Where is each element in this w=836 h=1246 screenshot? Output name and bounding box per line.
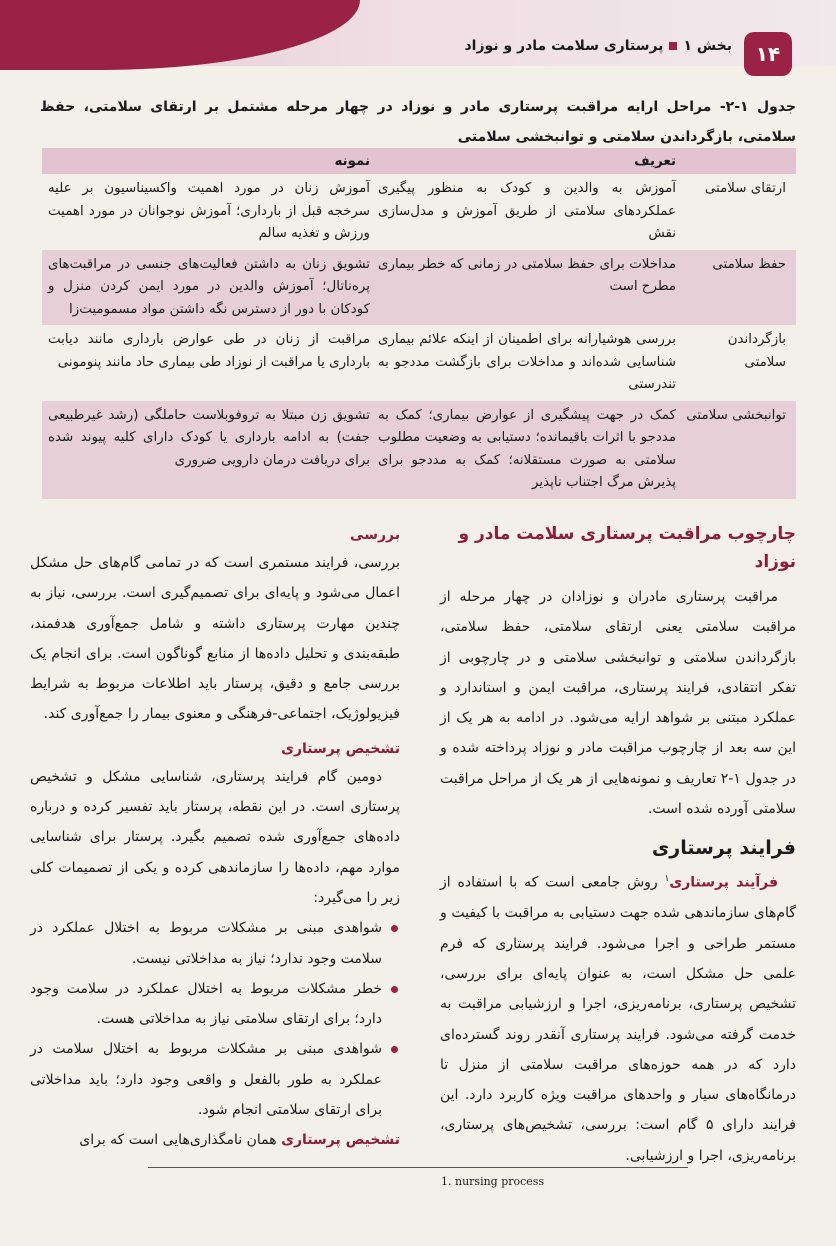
diagnosis-definition-text: همان نامگذاری‌هایی است که برای (79, 1132, 282, 1149)
footnote: 1. nursing process (441, 1175, 545, 1188)
stage-cell: ارتقای سلامتی (704, 181, 786, 196)
definition-cell: کمک در جهت پیشگیری از عوارض بیماری؛ کمک به مددجو با اثرات باقیمانده؛ دستیابی به وضعیت مطلوب سلامتی به صورت مستقلانه؛ کمک به مددجو برای پذیرش مرگ اجتناب ناپذیر (378, 407, 676, 490)
left-column (30, 522, 400, 1156)
right-column (440, 520, 796, 1171)
nursing-process-text: روش جامعی است که با استفاده از گام‌های سازماندهی شده جهت دستیابی به مراقبت با کیفیت و مستمر طراحی و اجرا می‌شود. فرایند پرستاری که فرم علمی حل مشکل است، به عنوان پایه‌ای برای بررسی، تشخیص پرستاری، برنامه‌ریزی، اجرا و ارزشیابی مراقبت به خدمت گرفته می‌شود. فرایند پرستاری آنقدر روند گسترده‌ای دارد که در همه حوزه‌های مراقبت سلامتی از منزل تا درمانگاه‌های سیار و واحدهای مراقبت ویژه کاربرد دارد. این فرایند دارای ۵ گام است: بررسی، تشخیص‌های پرستاری، برنامه‌ریزی، اجرا و ارزشیابی. (440, 875, 796, 1164)
chapter-heading (465, 38, 733, 54)
assessment-paragraph: بررسی، فرایند مستمری است که در تمامی گام‌های حل مشکل اعمال می‌شود و پایه‌ای برای تصمیم‌گیری است. بررسی، نیاز به چندین مهارت پرستاری داشته و شامل جمع‌آوری هدفمند، طبقه‌بندی و تحلیل داده‌ها از منابع گوناگون است. برای انجام یک بررسی جامع و دقیق، پرستار باید اطلاعات مربوط به شرایط فیزیولوژیک، اجتماعی-فرهنگی و معنوی بیمار را جمع‌آوری کند. (30, 555, 400, 723)
square-bullet-icon (669, 42, 677, 50)
table-caption: جدول ۱-۲- مراحل ارایه مراقبت پرستاری مادر و نوزاد در چهار مرحله مشتمل بر ارتقای سلامتی، حفظ سلامتی، بازگرداندن سلامتی و توانبخشی سلامتی (40, 99, 797, 145)
example-cell: مراقبت از زنان در طی عوارض بارداری مانند دیابت بارداری یا مراقبت از نوزاد طی بیماری حاد مانند پنومونی (48, 332, 370, 370)
list-item: خطر مشکلات مربوط به اختلال عملکرد در سلامت وجود دارد؛ برای ارتقای سلامتی نیاز به مداخلاتی هست. (30, 974, 382, 1035)
table-row (42, 250, 796, 326)
table-header-row (42, 148, 796, 174)
example-cell: آموزش زنان در مورد اهمیت واکسیناسیون بر علیه سرخجه قبل از بارداری؛ آموزش نوجوانان در مورد اهمیت ورزش و تغذیه سالم (48, 181, 370, 241)
table-row (42, 401, 796, 499)
footnote-divider (148, 1167, 688, 1168)
definition-cell: آموزش به والدین و کودک به منظور پیگیری عملکردهای سلامتی از طریق آموزش و مدل‌سازی نقش (378, 181, 676, 241)
table-header-example: نمونه (334, 153, 370, 169)
diagnosis-title: تشخیص پرستاری (281, 740, 400, 757)
definition-cell: مداخلات برای حفظ سلامتی در زمانی که خطر بیماری مطرح است (378, 256, 676, 294)
framework-paragraph: مراقبت پرستاری مادران و نوزادان در چهار مرحله از مراقبت سلامتی یعنی ارتقای سلامتی، حفظ سلامتی، بازگرداندن سلامتی و توانبخشی سلامتی و در چارچوبی از تفکر انتقادی، فرایند پرستاری، مراقبت ایمن و استاندارد و عملکرد مبتنی بر شواهد ارایه می‌شود. در ادامه به هر یک از این سه بعد از چارچوب مراقبت مادر و نوزاد پرداخته شده و در جدول ۱-۲ تعاریف و نمونه‌هایی از هر یک از مراحل مراقبت سلامتی آورده شده است. (440, 589, 796, 818)
list-item: شواهدی مبنی بر مشکلات مربوط به اختلال عملکرد در سلامت وجود ندارد؛ نیاز به مداخلاتی نیست. (30, 913, 382, 974)
example-cell: تشویق زن مبتلا به تروفوبلاست حاملگی (رشد غیرطبیعی جفت) به ادامه بارداری یا کودک دارای کلیه پیوند شده برای دریافت درمان دارویی ضروری (48, 407, 370, 468)
definition-cell: بررسی هوشیارانه برای اطمینان از اینکه علائم بیماری شناسایی شده‌اند و مداخلات برای بازگشت مددجو به تندرستی (378, 332, 676, 392)
assessment-title: بررسی (350, 527, 400, 543)
stage-cell: حفظ سلامتی (712, 256, 786, 272)
page-number: ۱۴ (744, 32, 792, 76)
list-item: شواهدی مبنی بر مشکلات مربوط به اختلال سلامت در عملکرد به طور بالفعل و واقعی وجود دارد؛ باید مداخلاتی برای ارتقای سلامتی انجام شود. (30, 1034, 382, 1125)
table-row (42, 325, 796, 401)
diagnosis-term: تشخیص پرستاری (281, 1132, 400, 1149)
diagnosis-paragraph: دومین گام فرایند پرستاری، شناسایی مشکل و تشخیص پرستاری است. در این نقطه، پرستار باید تفسیر کرده و درباره داده‌های جمع‌آوری شده تصمیم بگیرد. پرستار برای شناسایی موارد مهم، داده‌ها را سازماندهی کرده و یکی از تصمیمات کلی زیر را می‌گیرد: (30, 768, 400, 906)
stage-cell: توانبخشی سلامتی (686, 407, 786, 423)
stage-cell: بازگرداندن سلامتی (727, 332, 786, 370)
chapter-label: بخش ۱ (683, 38, 732, 54)
chapter-title: پرستاری سلامت مادر و نوزاد (464, 38, 664, 54)
framework-title: چارچوب مراقبت پرستاری سلامت مادر و نوزاد (458, 524, 796, 572)
diagnosis-definition-paragraph (30, 1125, 400, 1155)
nursing-process-title: فرایند پرستاری (651, 837, 796, 860)
footnote-marker: ۱ (664, 874, 670, 885)
nursing-process-paragraph (440, 864, 796, 1171)
care-stages-table (42, 148, 796, 499)
table-row (42, 174, 796, 250)
decision-list (30, 913, 400, 1125)
nursing-process-term: فرآیند پرستاری (669, 875, 778, 892)
table-header-definition: تعریف (634, 153, 676, 169)
example-cell: تشویق زنان به داشتن فعالیت‌های جنسی در مراقبت‌های پره‌ناتال؛ آموزش والدین در مورد ایمن کردن منزل و کودکان با دور از دسترس نگه داشتن مواد مسمومیت‌زا (48, 256, 370, 317)
